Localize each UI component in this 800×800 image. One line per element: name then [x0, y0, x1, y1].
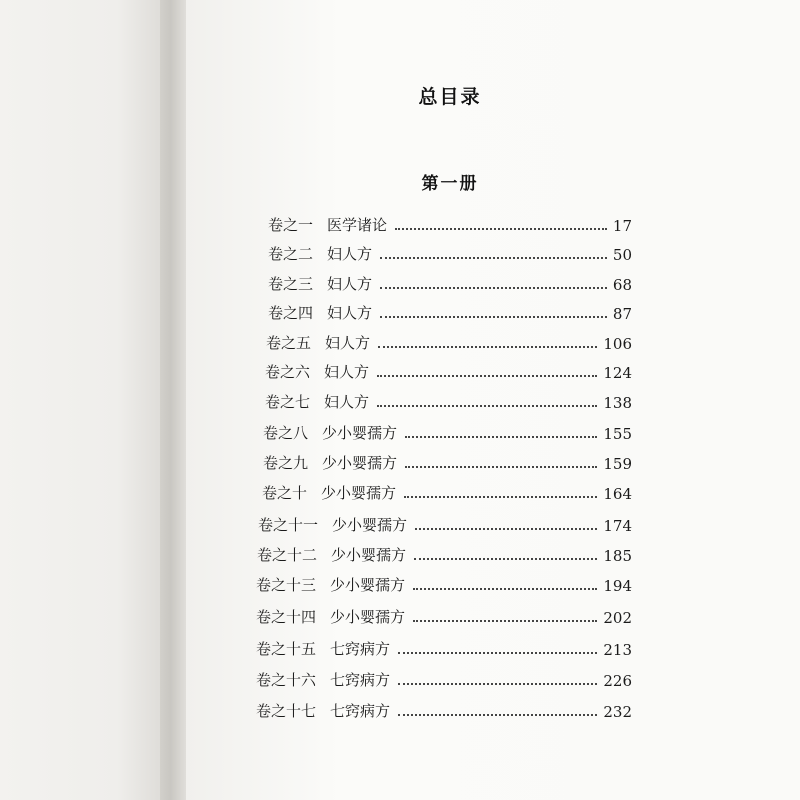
toc-entry-title: 少小婴孺方: [330, 608, 406, 626]
toc-dot-leader: [395, 228, 607, 230]
toc-dot-leader: [378, 346, 597, 348]
toc-entry-page-number: 213: [603, 641, 632, 659]
toc-dot-leader: [398, 652, 597, 654]
toc-entry-title: 妇人方: [327, 245, 373, 263]
toc-entry-volume: 卷之七: [265, 393, 311, 411]
toc-dot-leader: [377, 405, 597, 407]
toc-dot-leader: [405, 436, 597, 438]
toc-entry-page-number: 68: [612, 276, 632, 294]
toc-entry-title: 妇人方: [324, 363, 370, 381]
toc-entry-title: 少小婴孺方: [332, 516, 408, 534]
toc-entry: [263, 419, 632, 443]
toc-entry: [258, 511, 632, 535]
toc-dot-leader: [398, 714, 597, 716]
toc-entry-volume: 卷之十四: [256, 608, 317, 626]
toc-entry-volume: 卷之八: [263, 424, 309, 442]
toc-entry-title: 少小婴孺方: [331, 546, 407, 564]
volume-heading: 第一册: [421, 174, 479, 194]
toc-entry: [265, 358, 632, 382]
toc-entry-title: 少小婴孺方: [321, 484, 397, 502]
toc-dot-leader: [404, 496, 597, 498]
toc-entry-volume: 卷之二: [268, 245, 314, 263]
toc-dot-leader: [380, 257, 607, 259]
toc-entry: [256, 603, 632, 627]
toc-entry-page-number: 124: [603, 364, 632, 382]
toc-entry: [256, 666, 632, 690]
toc-entry: [257, 541, 632, 565]
toc-dot-leader: [405, 466, 597, 468]
toc-entry-volume: 卷之五: [266, 334, 312, 352]
toc-entry: [256, 635, 632, 659]
toc-dot-leader: [380, 316, 607, 318]
toc-entry: [266, 329, 632, 353]
toc-entry-volume: 卷之十五: [256, 640, 317, 658]
toc-entry-volume: 卷之十七: [256, 702, 317, 720]
toc-entry-title: 妇人方: [327, 275, 373, 293]
toc-entry-page-number: 226: [603, 672, 632, 690]
toc-entry-volume: 卷之十六: [256, 671, 317, 689]
toc-dot-leader: [377, 375, 597, 377]
toc-entry-page-number: 159: [603, 455, 632, 473]
toc-entry-page-number: 155: [603, 425, 632, 443]
toc-entry: [262, 479, 632, 503]
toc-entry: [268, 299, 632, 323]
toc-entry-volume: 卷之六: [265, 363, 311, 381]
toc-entry-page-number: 50: [612, 246, 632, 264]
toc-entry-page-number: 194: [603, 577, 632, 595]
toc-entry-volume: 卷之三: [268, 275, 314, 293]
toc-entry-volume: 卷之十一: [258, 516, 319, 534]
toc-entry-title: 妇人方: [324, 393, 370, 411]
toc-entry: [263, 449, 632, 473]
toc-entry-title: 医学诸论: [327, 216, 388, 234]
toc-entry: [265, 388, 632, 412]
toc-dot-leader: [398, 683, 597, 685]
toc-entry-title: 妇人方: [325, 334, 371, 352]
toc-entry-title: 七窍病方: [330, 671, 391, 689]
toc-entry-page-number: 232: [603, 703, 632, 721]
toc-entry-page-number: 87: [612, 305, 632, 323]
toc-entry-page-number: 164: [603, 485, 632, 503]
toc-entry: [268, 270, 632, 294]
toc-entry-title: 七窍病方: [330, 640, 391, 658]
toc-entry-title: 七窍病方: [330, 702, 391, 720]
toc-dot-leader: [415, 528, 597, 530]
toc-entry-page-number: 17: [612, 217, 632, 235]
toc-entry-volume: 卷之一: [268, 216, 314, 234]
toc-entry: [268, 240, 632, 264]
toc-entry-page-number: 106: [603, 335, 632, 353]
toc-entry-volume: 卷之十二: [257, 546, 318, 564]
toc-dot-leader: [414, 558, 597, 560]
toc-entry-title: 少小婴孺方: [330, 576, 406, 594]
toc-dot-leader: [413, 588, 597, 590]
toc-entry-volume: 卷之四: [268, 304, 314, 322]
toc-entry-title: 少小婴孺方: [322, 424, 398, 442]
page-title: 总目录: [418, 86, 482, 108]
toc-entry: [256, 571, 632, 595]
toc-entry-page-number: 138: [603, 394, 632, 412]
toc-entry-title: 妇人方: [327, 304, 373, 322]
toc-entry: [256, 697, 632, 721]
toc-entry-page-number: 174: [603, 517, 632, 535]
toc-entry-page-number: 185: [603, 547, 632, 565]
toc-entry-volume: 卷之十三: [256, 576, 317, 594]
toc-dot-leader: [413, 620, 597, 622]
toc-entry-volume: 卷之九: [263, 454, 309, 472]
toc-entry-page-number: 202: [603, 609, 632, 627]
toc-dot-leader: [380, 287, 607, 289]
toc-entry: [268, 211, 632, 235]
toc-entry-volume: 卷之十: [262, 484, 308, 502]
toc-entry-title: 少小婴孺方: [322, 454, 398, 472]
